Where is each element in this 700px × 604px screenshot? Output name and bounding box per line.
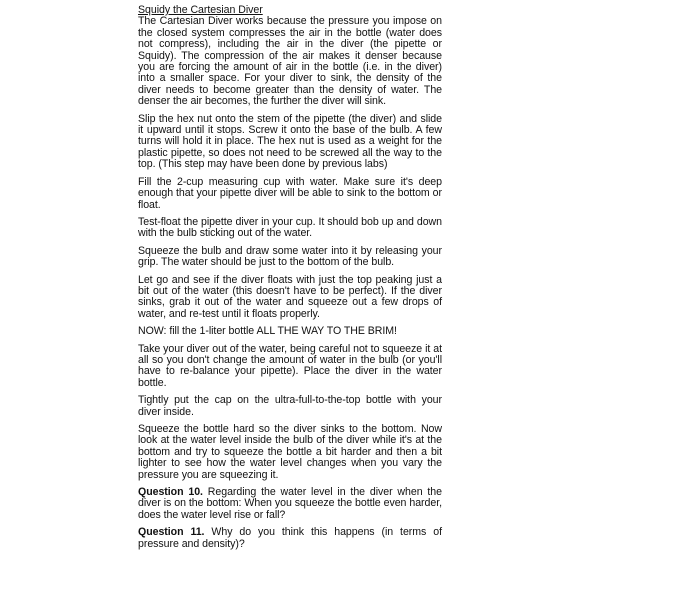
question-10-label: Question 10. — [138, 486, 203, 499]
paragraph-test-float: Test-float the pipette diver in your cup. It should bob up and down with the bulb sticking out of the water. — [138, 215, 442, 240]
paragraph-fill-bottle: NOW: fill the 1-liter bottle ALL THE WAY TO THE BRIM! — [138, 325, 397, 338]
paragraph-squeeze-bulb: Squeeze the bulb and draw some water into it by releasing your grip. The water should be just to the bottom of the bulb. — [138, 244, 442, 269]
paragraph-let-go: Let go and see if the diver floats with just the top peaking just a bit out of the water (this doesn't have to be perfect). If the diver sinks, grab it out of the water and squeeze out a few drops of water, and re-test until it floats properly. — [138, 273, 442, 320]
question-11-text: Why do you think this happens (in terms of pressure and density)? — [138, 526, 442, 550]
question-11 — [138, 527, 442, 550]
paragraph-place-diver: Take your diver out of the water, being careful not to squeeze it at all so you don't change the amount of water in the bulb (or you'll have to re-balance your pipette). Place the diver in the water bottle. — [138, 342, 442, 389]
question-10 — [138, 487, 442, 521]
document-title: Squidy the Cartesian Diver — [138, 4, 263, 16]
paragraph-fill-cup: Fill the 2-cup measuring cup with water. Make sure it's deep enough that your pipette diver will be able to sink to the bottom or float. — [138, 175, 442, 211]
paragraph-hex-nut: Slip the hex nut onto the stem of the pipette (the diver) and slide it upward until it stops. Screw it onto the base of the bulb. A few turns will hold it in place. The hex nut is used as a weight for the plastic pipette, so does not need to be screwed all the way to the top. (This step may have been done by previous labs) — [138, 112, 442, 171]
paragraph-cap-bottle: Tightly put the cap on the ultra-full-to-the-top bottle with your diver inside. — [138, 394, 442, 418]
document-page — [138, 5, 442, 556]
question-11-label: Question 11. — [138, 526, 205, 539]
paragraph-intro: The Cartesian Diver works because the pressure you impose on the closed system compresses the air in the bottle (water does not compress), including the air in the diver (the pipette or Squidy). The compression of the air makes it denser because you are forcing the amount of air in the bottle (i.e. in the diver) into a smaller space. For your diver to sink, the density of the diver needs to become greater than the density of water. The denser the air becomes, the further the diver will sink. — [138, 15, 442, 108]
question-10-text: Regarding the water level in the diver when the diver is on the bottom: When you squeeze the bottle even harder, does the water level rise or fall? — [138, 486, 442, 521]
paragraph-squeeze-bottle: Squeeze the bottle hard so the diver sinks to the bottom. Now look at the water level inside the bulb of the diver while it's at the bottom and try to squeeze the bottle a bit harder and then a bit lighter to see how the water level changes when you vary the pressure you are squeezing it. — [138, 423, 442, 481]
